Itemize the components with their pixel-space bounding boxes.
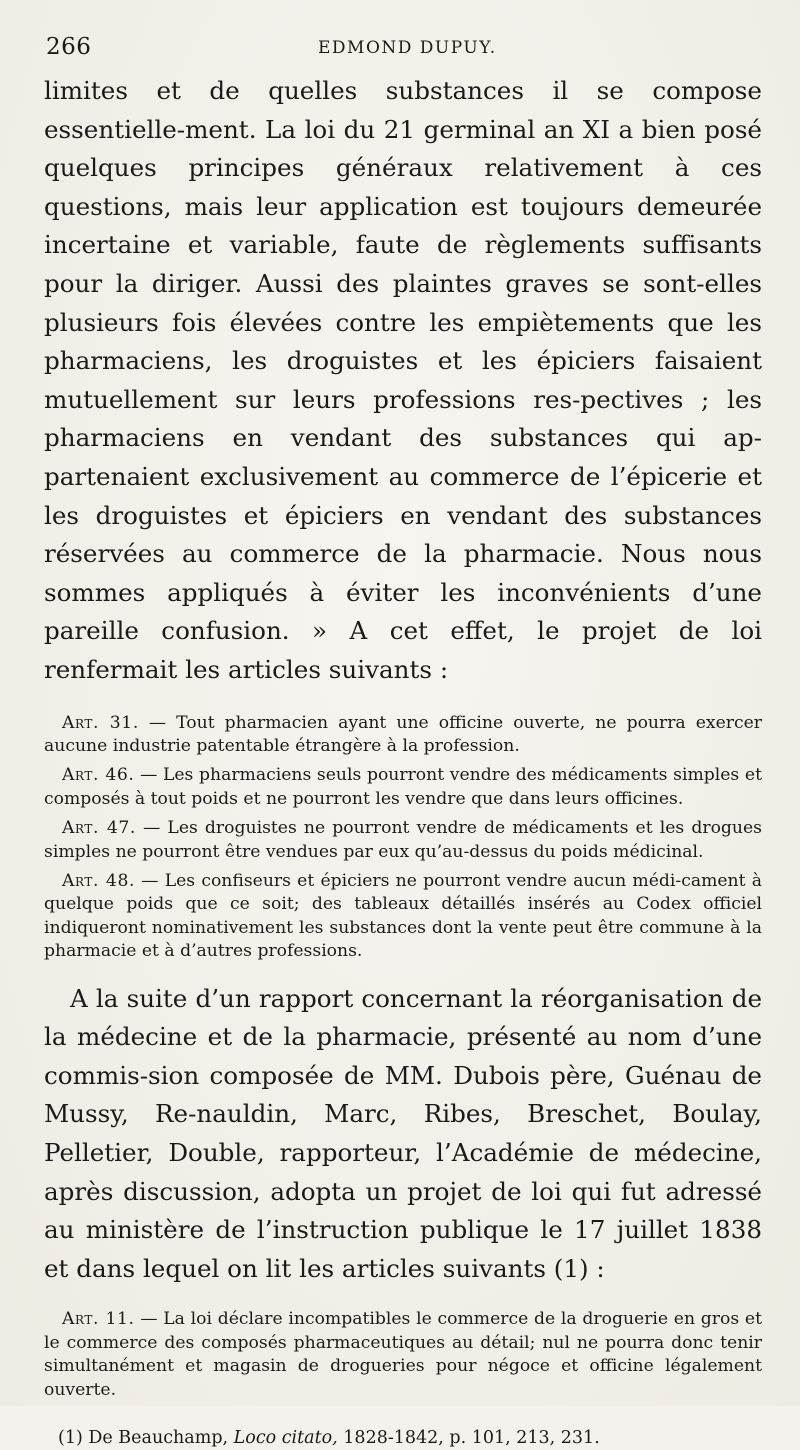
article-label: Art. 48. bbox=[62, 870, 136, 891]
running-head-author: EDMOND DUPUY. bbox=[318, 38, 497, 58]
footnote-marker: (1) bbox=[58, 1427, 83, 1448]
article-text: — Les pharmaciens seuls pourront vendre des médicaments simples et composés à tout poids et ne pourront les vendre que dans leurs officines. bbox=[44, 765, 762, 809]
article-label: Art. 47. bbox=[62, 818, 136, 839]
article-31 bbox=[44, 712, 762, 759]
articles-block-1 bbox=[44, 712, 762, 964]
footnote-work: Loco citato, bbox=[233, 1427, 338, 1448]
articles-block-2 bbox=[44, 1308, 762, 1402]
article-46 bbox=[44, 764, 762, 811]
article-text: — Les droguistes ne pourront vendre de médicaments et les drogues simples ne pourront être vendues par eux qu’au-dessus du poids médicinal. bbox=[44, 818, 762, 862]
article-text: — Les confiseurs et épiciers ne pourront vendre aucun médi-cament à quelque poids que ce soit; des tableaux détaillés insérés au Codex officiel indiqueront nominativement les substances dont la vente peut être commune à la pharmacie et à d’autres professions. bbox=[44, 870, 762, 962]
footnote-author: De Beauchamp, bbox=[82, 1427, 234, 1448]
running-head bbox=[44, 32, 762, 72]
second-block bbox=[44, 980, 762, 1289]
article-label: Art. 46. bbox=[62, 765, 135, 786]
article-label: Art. 11. bbox=[62, 1309, 135, 1330]
article-47 bbox=[44, 817, 762, 864]
footnote-details: 1828-1842, p. 101, 213, 231. bbox=[337, 1427, 600, 1448]
page-number: 266 bbox=[46, 34, 92, 60]
article-label: Art. 31. bbox=[62, 712, 139, 733]
article-text: — Tout pharmacien ayant une officine ouverte, ne pourra exercer aucune industrie patentable étrangère à la profession. bbox=[44, 712, 762, 756]
body-paragraph-1: limites et de quelles substances il se compose essentielle-ment. La loi du 21 germinal an XI a bien posé quelques principes généraux relativement à ces questions, mais leur application est toujours demeurée incertaine et variable, faute de règlements suffisants pour la diriger. Aussi des plaintes graves se sont-elles plusieurs fois élevées contre les empiètements que les pharmaciens, les droguistes et les épiciers faisaient mutuellement sur leurs professions res-pectives ; les pharmaciens en vendant des substances qui ap-partenaient exclusivement au commerce de l’épicerie et les droguistes et épiciers en vendant des substances réservées au commerce de la pharmacie. Nous nous sommes appliqués à éviter les inconvénients d’une pareille confusion. » A cet effet, le projet de loi renfermait les articles suivants : bbox=[44, 76, 762, 684]
article-11 bbox=[44, 1308, 762, 1402]
article-text: — La loi déclare incompatibles le commerce de la droguerie en gros et le commerce des composés pharmaceutiques au détail; nul ne pourra donc tenir simultanément et magasin de drogueries pour négoce et officine légalement ouverte. bbox=[44, 1309, 762, 1400]
body-paragraph-2: A la suite d’un rapport concernant la réorganisation de la médecine et de la pharmacie, présenté au nom d’une commis-sion composée de MM. Dubois père, Guénau de Mussy, Re-nauldin, Marc, Ribes, Breschet, Boulay, Pelletier, Double, rapporteur, l’Académie de médecine, après discussion, adopta un projet de loi qui fut adressé au ministère de l’instruction publique le 17 juillet 1838 et dans lequel on lit les articles suivants (1) : bbox=[44, 983, 762, 1283]
footnote bbox=[44, 1426, 762, 1450]
article-48 bbox=[44, 870, 762, 964]
